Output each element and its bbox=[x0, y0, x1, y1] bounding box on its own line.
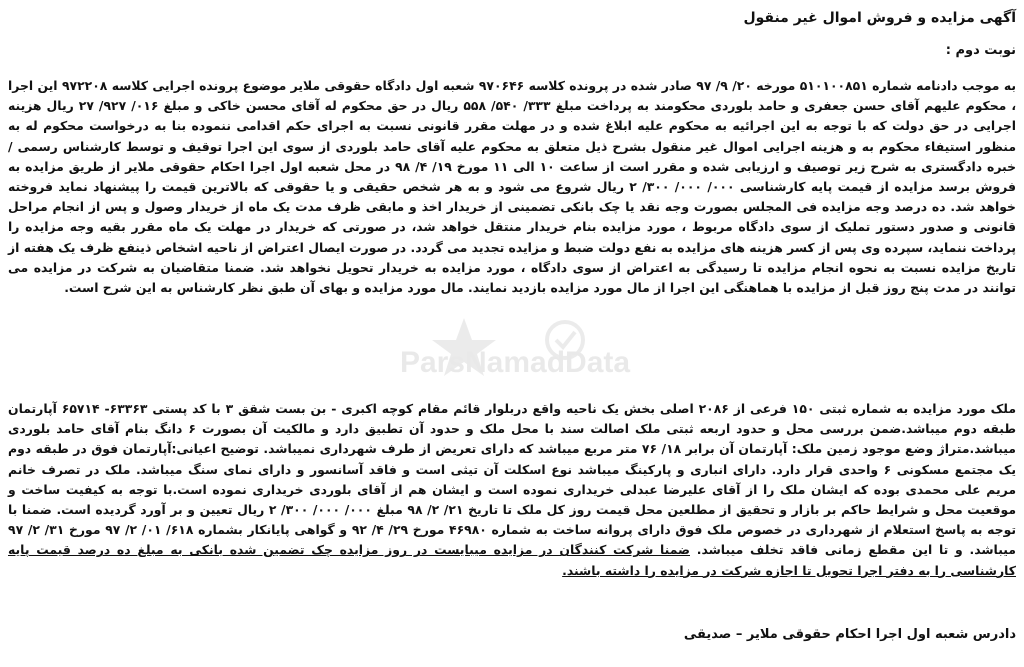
watermark-text: ParsNamadData bbox=[399, 346, 631, 379]
notice-paragraph-2 bbox=[8, 399, 1016, 581]
deposit-requirement: ضمنا شرکت کنندگان در مزایده میبایست در روز مزایده چک تضمین شده بانکی به مبلغ ده درصد قیمت پایه کارشناسی را به دفتر اجرا تحویل تا اجازه شرکت در مزایده را داشته باشند. bbox=[8, 542, 1016, 578]
notice-title: آگهی مزایده و فروش اموال غیر منقول bbox=[743, 10, 1016, 26]
property-description: ملک مورد مزایده به شماره ثبتی ۱۵۰ فرعی از ۲۰۸۶ اصلی بخش یک ناحیه واقع دربلوار قائم مقام کوچه اکبری - بن بست شقق ۳ با کد پستی ۶۳۳۶۳- ۶۵۷۱۴ آپارتمان طبقه دوم میباشد.ضمن بررسی محل و حدود اربعه ثبتی ملک اصالت سند با محل ملک و حدود آن تطبیق دارد و مالکیت آن بصورت ۶ دانگ بنام آقای حامد بلوردی میباشد.متراژ وضع موجود زمین ملک: آپارتمان آن برابر ۱۸/ ۷۶ متر مربع میباشد که دارای تعریض از طرف شهرداری نمیباشد. توضیح اعیانی:آپارتمان فوق در طبقه دوم یک مجتمع مسکونی ۶ واحدی قرار دارد. دارای انباری و پارکینگ میباشد نوع اسکلت آن تیثی است و فاقد آسانسور و دارای نمای سنگ میباشد. ملک در تصرف خانم مریم علی محمدی بوده که ایشان ملک را از آقای علیرضا عبدلی خریداری نموده است و ایشان هم از آقای بلوردی خریداری نموده است.با توجه به کیفیت ساخت و موقعیت محل و شرایط حاکم بر بازار و تحقیق از مطلعین محل قیمت روز کل ملک تا تاریخ ۲۱/ ۲/ ۹۸ مبلغ ۰۰۰/ ۰۰۰/ ۳۰۰/ ۲ ریال تعیین و بر آورد گردیده است. ضمنا با توجه به پاسخ استعلام از شهرداری در خصوص ملک فوق دارای پروانه ساخت به شماره ۴۶۹۸۰ مورخ ۲۹/ ۴/ ۹۲ و گواهی پایانکار بشماره ۶۱۸/ ۰۱/ ۲/ ۹۷ مورخ ۳۱/ ۲/ ۹۷ میباشد. و تا این مقطع زمانی فاقد تخلف میباشد. bbox=[8, 401, 1017, 558]
watermark-icon bbox=[380, 310, 650, 400]
signature-line: دادرس شعبه اول اجرا احکام حقوقی ملایر – صدیقی bbox=[683, 627, 1016, 642]
site-watermark-logo bbox=[380, 310, 650, 400]
notice-round-label: نوبت دوم : bbox=[945, 43, 1016, 58]
notice-paragraph-1: به موجب دادنامه شماره ۵۱۰۱۰۰۸۵۱ مورخه ۲۰/ ۹/ ۹۷ صادر شده در پرونده کلاسه ۹۷۰۶۴۶ شعبه اول دادگاه حقوقی ملایر موضوع پرونده اجرایی کلاسه ۹۷۲۲۰۸ این اجرا ، محکوم علیهم آقای حسن جعفری و حامد بلوردی محکومند به پرداخت مبلغ ۳۳۳/ ۵۴۰/ ۵۵۸ ریال در حق محکوم له آقای محسن خاکی و مبلغ ۰۱۶/ ۹۲۷/ ۲۷ ریال هزینه اجرایی در حق دولت که با توجه به این اجرائیه به محکوم علیه ابلاغ شده و در مهلت مقرر قانونی نسبت به اجرای حکم اقدامی ننموده بنا به درخواست محکوم له به منظور استیفاء محکوم به و هزینه اجرایی اموال غیر منقول بشرح ذیل متعلق به محکوم علیه آقای حامد بلوردی از سوی این اجرا توقیف و توسط کارشناس رسمی / خبره دادگستری به شرح زیر توصیف و ارزیابی شده و مقرر است از ساعت ۱۰ الی ۱۱ مورخ ۱۹/ ۴/ ۹۸ در محل شعبه اول اجرا احکام حقوقی ملایر از طریق مزایده به فروش برسد مزایده از قیمت پایه کارشناسی ۰۰۰/ ۰۰۰/ ۳۰۰/ ۲ ریال شروع می شود و به هر شخص حقیقی و یا حقوقی که بالاترین قیمت را پیشنهاد نماید فروخته خواهد شد. ده درصد وجه مزایده فی المجلس بصورت وجه نقد یا چک بانکی تضمینی از خریدار اخذ و مابقی ظرف مدت یک ماه از خریدار وصول و پس از انجام مراحل قانونی و صدور دستور تملیک از سوی دادگاه مربوط ، مورد مزایده بنام خریدار منتقل خواهد شد، در صورتی که خریدار در مهلت یک ماه مقرر بقیه وجه مزایده را پرداخت ننماید، سپرده وی پس از کسر هزینه های مزایده به نفع دولت ضبط و مزایده تجدید می گردد. در صورت ایصال اعتراض از ناحیه اشخاص ذینفع ظرف یک هفته از تاریخ مزایده نسبت به نحوه انجام مزایده تا رسیدگی به اعتراض از سوی دادگاه ، مورد مزایده به خریدار تحویل نخواهد شد. ضمنا متقاضیان به شرکت در مزایده می توانند در مدت پنج روز قبل از مزایده با هماهنگی این اجرا از مال مورد مزایده بازدید نمایند. مال مورد مزایده و بهای آن طبق نظر کارشناس به این شرح است. bbox=[8, 78, 1017, 296]
